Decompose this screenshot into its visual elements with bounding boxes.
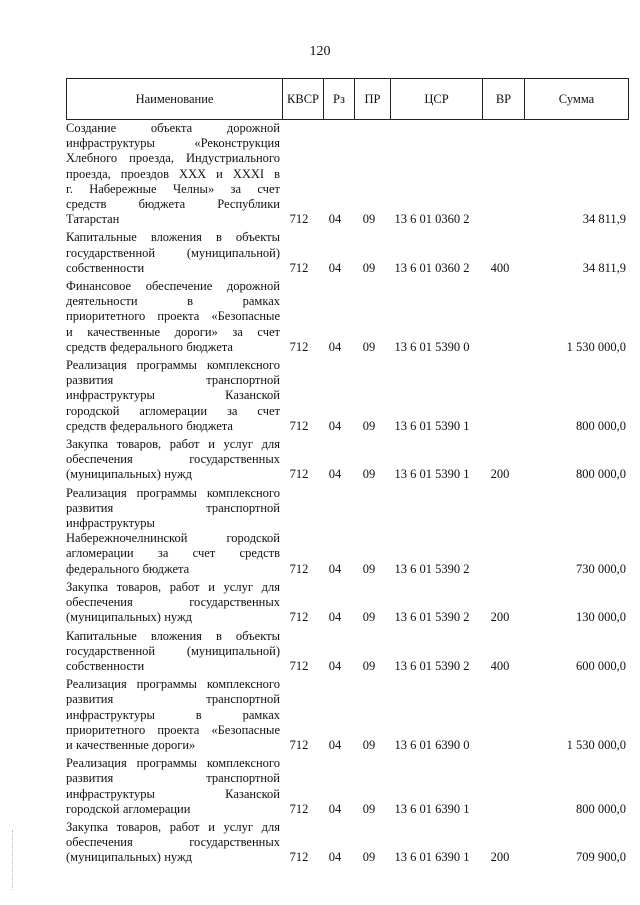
row-name-line: Капитальные вложения в объекты — [66, 628, 280, 643]
row-pr: 09 — [362, 212, 376, 227]
row-name — [66, 121, 280, 227]
row-name — [66, 230, 280, 276]
row-kvsr: 712 — [289, 339, 309, 354]
table-header — [66, 78, 629, 120]
row-name-line: Создание объекта дорожной — [66, 121, 280, 135]
row-kvsr: 712 — [289, 801, 309, 816]
row-name-line: (муниципальных) нужд — [66, 467, 192, 482]
row-vr: 200 — [490, 610, 510, 625]
table-row — [66, 121, 626, 227]
row-name-line: Закупка товаров, работ и услуг для — [66, 437, 280, 452]
row-sum: 1 530 000,0 — [566, 737, 626, 752]
row-csr: 13 6 01 6390 1 — [394, 850, 470, 865]
row-name-line: приоритетного проекта «Безопасные — [66, 309, 280, 324]
row-name-line: инфраструктуры Казанской — [66, 388, 280, 403]
row-name-line: проезда, проездов XXX и XXXI в — [66, 166, 280, 181]
row-name-line: Хлебного проезда, Индустриального — [66, 151, 280, 166]
row-name-line: развития транспортной — [66, 692, 280, 707]
row-name-line: собственности — [66, 260, 145, 275]
row-pr: 09 — [362, 260, 376, 275]
row-name-line: развития транспортной — [66, 500, 280, 515]
row-name-line: обеспечения государственных — [66, 835, 280, 850]
row-rz: 04 — [328, 418, 342, 433]
header-kvsr: КВСР — [283, 79, 324, 120]
row-name — [66, 279, 280, 355]
row-name-line: средств бюджета Республики — [66, 197, 280, 212]
row-name-line: приоритетного проекта «Безопасные — [66, 722, 280, 737]
row-sum: 130 000,0 — [576, 610, 626, 625]
row-pr: 09 — [362, 610, 376, 625]
table-row — [66, 230, 626, 276]
row-kvsr: 712 — [289, 850, 309, 865]
row-rz: 04 — [328, 610, 342, 625]
row-name-line: Татарстан — [66, 212, 120, 227]
row-sum: 800 000,0 — [576, 418, 626, 433]
row-rz: 04 — [328, 850, 342, 865]
row-csr: 13 6 01 5390 2 — [394, 610, 470, 625]
row-kvsr: 712 — [289, 212, 309, 227]
table-row — [66, 358, 626, 434]
row-name-line: обеспечения государственных — [66, 595, 280, 610]
row-kvsr: 712 — [289, 260, 309, 275]
row-csr: 13 6 01 5390 1 — [394, 418, 470, 433]
row-sum: 1 530 000,0 — [566, 339, 626, 354]
row-vr: 400 — [490, 658, 510, 673]
row-name — [66, 756, 280, 817]
row-pr: 09 — [362, 339, 376, 354]
table-row — [66, 629, 626, 675]
row-sum: 730 000,0 — [576, 561, 626, 576]
row-name-line: г. Набережные Челны» за счет — [66, 181, 280, 196]
row-name-line: Капитальные вложения в объекты — [66, 230, 280, 245]
row-rz: 04 — [328, 339, 342, 354]
header-rz: Рз — [324, 79, 355, 120]
row-kvsr: 712 — [289, 610, 309, 625]
header-csr: ЦСР — [391, 79, 483, 120]
table-row — [66, 279, 626, 355]
row-csr: 13 6 01 0360 2 — [394, 260, 470, 275]
row-rz: 04 — [328, 212, 342, 227]
row-name-line: и качественные дороги» за счет — [66, 324, 280, 339]
row-name-line: инфраструктуры в рамках — [66, 707, 280, 722]
row-name-line: инфраструктуры Казанской — [66, 786, 280, 801]
row-rz: 04 — [328, 467, 342, 482]
row-name — [66, 437, 280, 483]
row-name-line: (муниципальных) нужд — [66, 850, 192, 865]
row-name-line: Закупка товаров, работ и услуг для — [66, 579, 280, 594]
row-name-line: городской агломерации — [66, 801, 191, 816]
row-pr: 09 — [362, 737, 376, 752]
row-csr: 13 6 01 5390 2 — [394, 561, 470, 576]
margin-mark — [12, 830, 15, 890]
row-vr: 400 — [490, 260, 510, 275]
row-pr: 09 — [362, 418, 376, 433]
row-vr: 200 — [490, 467, 510, 482]
row-name-line: Реализация программы комплексного — [66, 677, 280, 692]
row-name — [66, 820, 280, 866]
row-name-line: государственной (муниципальной) — [66, 245, 280, 260]
table-row — [66, 486, 626, 577]
row-pr: 09 — [362, 467, 376, 482]
row-vr: 200 — [490, 850, 510, 865]
row-name-line: инфраструктуры «Реконструкция — [66, 136, 280, 151]
row-name-line: обеспечения государственных — [66, 452, 280, 467]
row-pr: 09 — [362, 658, 376, 673]
page-number: 120 — [309, 44, 331, 59]
row-kvsr: 712 — [289, 737, 309, 752]
row-name-line: Набережночелнинской городской — [66, 531, 280, 546]
row-name — [66, 629, 280, 675]
row-rz: 04 — [328, 737, 342, 752]
row-rz: 04 — [328, 658, 342, 673]
row-name-line: деятельности в рамках — [66, 294, 280, 309]
row-name-line: (муниципальных) нужд — [66, 610, 192, 625]
row-name — [66, 677, 280, 753]
row-sum: 34 811,9 — [582, 212, 626, 227]
row-csr: 13 6 01 5390 1 — [394, 467, 470, 482]
row-name-line: федерального бюджета — [66, 561, 190, 576]
row-csr: 13 6 01 6390 0 — [394, 737, 470, 752]
row-name-line: развития транспортной — [66, 373, 280, 388]
row-name-line: развития транспортной — [66, 771, 280, 786]
row-name-line: агломерации за счет средств — [66, 546, 280, 561]
row-kvsr: 712 — [289, 561, 309, 576]
table-row — [66, 677, 626, 753]
row-name-line: средств федерального бюджета — [66, 418, 233, 433]
row-csr: 13 6 01 5390 0 — [394, 339, 470, 354]
row-kvsr: 712 — [289, 467, 309, 482]
header-name: Наименование — [67, 79, 283, 120]
row-name-line: Реализация программы комплексного — [66, 756, 280, 771]
row-name-line: городской агломерации за счет — [66, 403, 280, 418]
row-pr: 09 — [362, 801, 376, 816]
header-pr: ПР — [355, 79, 391, 120]
row-name — [66, 580, 280, 626]
row-sum: 800 000,0 — [576, 467, 626, 482]
budget-rows — [66, 121, 626, 866]
row-csr: 13 6 01 5390 2 — [394, 658, 470, 673]
row-kvsr: 712 — [289, 418, 309, 433]
row-name-line: Реализация программы комплексного — [66, 485, 280, 500]
table-row — [66, 756, 626, 817]
row-pr: 09 — [362, 561, 376, 576]
row-kvsr: 712 — [289, 658, 309, 673]
row-rz: 04 — [328, 561, 342, 576]
header-sum: Сумма — [525, 79, 629, 120]
row-pr: 09 — [362, 850, 376, 865]
table-row — [66, 437, 626, 483]
row-csr: 13 6 01 6390 1 — [394, 801, 470, 816]
row-sum: 34 811,9 — [582, 260, 626, 275]
table-row — [66, 580, 626, 626]
row-name — [66, 486, 280, 577]
table-row — [66, 820, 626, 866]
row-rz: 04 — [328, 801, 342, 816]
row-sum: 800 000,0 — [576, 801, 626, 816]
row-rz: 04 — [328, 260, 342, 275]
row-csr: 13 6 01 0360 2 — [394, 212, 470, 227]
row-sum: 709 900,0 — [576, 850, 626, 865]
row-name-line: собственности — [66, 658, 145, 673]
row-name-line: Реализация программы комплексного — [66, 358, 280, 373]
row-name — [66, 358, 280, 434]
header-vr: ВР — [483, 79, 525, 120]
row-name-line: инфраструктуры — [66, 516, 155, 531]
row-name-line: средств федерального бюджета — [66, 339, 233, 354]
row-name-line: Закупка товаров, работ и услуг для — [66, 819, 280, 834]
row-sum: 600 000,0 — [576, 658, 626, 673]
row-name-line: Финансовое обеспечение дорожной — [66, 279, 280, 294]
row-name-line: и качественные дороги» — [66, 737, 196, 752]
row-name-line: государственной (муниципальной) — [66, 643, 280, 658]
